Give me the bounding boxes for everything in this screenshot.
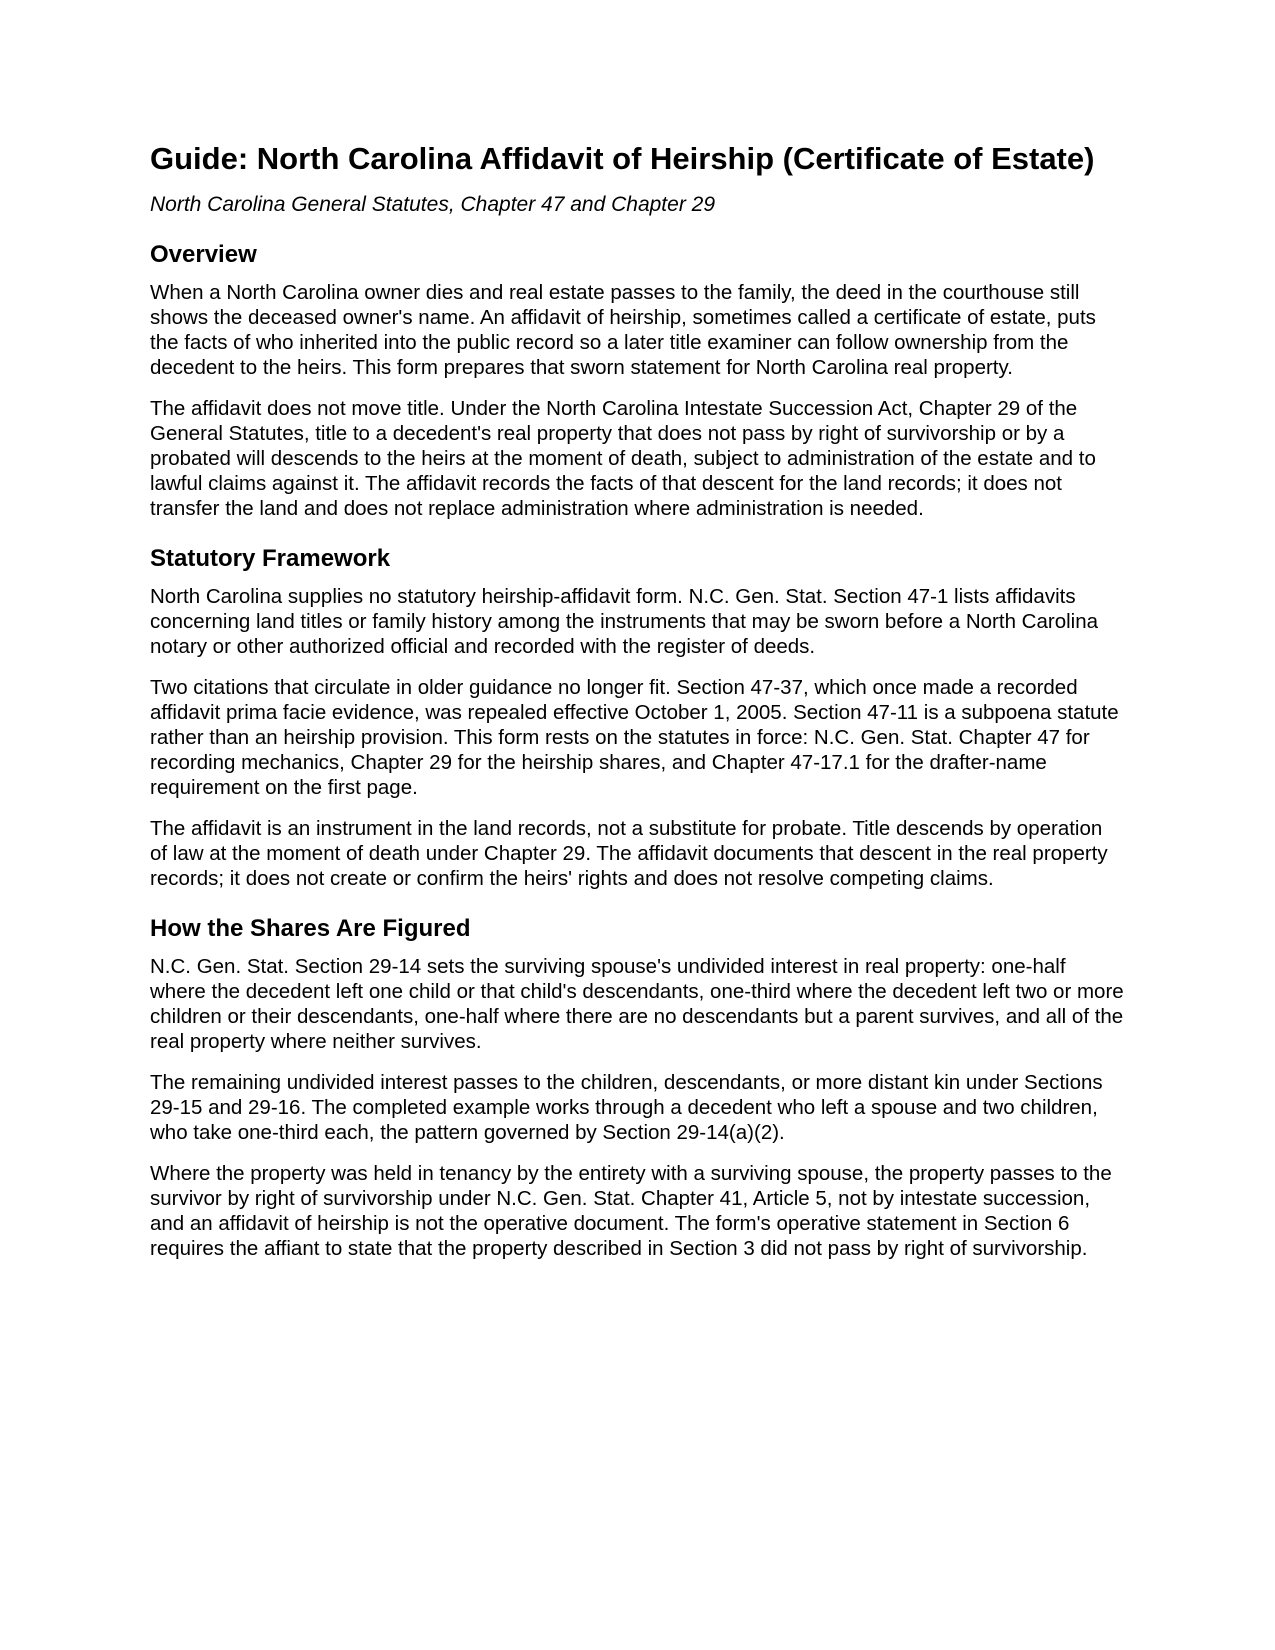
section-heading: Statutory Framework bbox=[150, 545, 391, 573]
paragraph: The affidavit is an instrument in the land records, not a substitute for probate. Title descends by operation of law at the moment of death under Chapter 29. The affidavit documents that descent in the real property records; it does not create or confirm the heirs' rights and does not resolve competing claims. bbox=[150, 816, 1108, 890]
section-overview bbox=[150, 241, 1125, 521]
section-heading: How the Shares Are Figured bbox=[150, 914, 471, 942]
document-subtitle: North Carolina General Statutes, Chapter 47 and Chapter 29 bbox=[150, 193, 716, 217]
paragraph: Two citations that circulate in older guidance no longer fit. Section 47-37, which once made a recorded affidavit prima facie evidence, was repealed effective October 1, 2005. Section 47-11 is a subpoena statute rather than an heirship provision. This form rests on the statutes in force: N.C. Gen. Stat. Chapter 47 for recording mechanics, Chapter 29 for the heirship shares, and Chapter 47-17.1 for the drafter-name requirement on the first page. bbox=[150, 675, 1119, 799]
paragraph: The affidavit does not move title. Under the North Carolina Intestate Succession Act, Chapter 29 of the General Statutes, title to a decedent's real property that does not pass by right of survivorship or by a probated will descends to the heirs at the moment of death, subject to administration of the estate and to lawful claims against it. The affidavit records the facts of that descent for the land records; it does not transfer the land and does not replace administration where administration is needed. bbox=[150, 397, 1096, 521]
document-title: Guide: North Carolina Affidavit of Heirship (Certificate of Estate) bbox=[150, 141, 1095, 176]
paragraph: Where the property was held in tenancy by the entirety with a surviving spouse, the property passes to the survivor by right of survivorship under N.C. Gen. Stat. Chapter 41, Article 5, not by intestate succession, and an affidavit of heirship is not the operative document. The form's operative statement in Section 6 requires the affiant to state that the property described in Section 3 did not pass by right of survivorship. bbox=[150, 1161, 1112, 1260]
section-heading: Overview bbox=[150, 241, 257, 269]
section-statutory-framework bbox=[150, 545, 1125, 891]
section-how-shares-are-figured bbox=[150, 915, 1125, 1261]
paragraph: When a North Carolina owner dies and real estate passes to the family, the deed in the courthouse still shows the deceased owner's name. An affidavit of heirship, sometimes called a certificate of estate, puts the facts of who inherited into the public record so a later title examiner can follow ownership from the decedent to the heirs. This form prepares that sworn statement for North Carolina real property. bbox=[150, 281, 1096, 380]
paragraph: N.C. Gen. Stat. Section 29-14 sets the surviving spouse's undivided interest in real property: one-half where the decedent left one child or that child's descendants, one-third where the decedent left two or more children or their descendants, one-half where there are no descendants but a parent survives, and all of the real property where neither survives. bbox=[150, 954, 1124, 1053]
document-page bbox=[150, 140, 1125, 1261]
paragraph: The remaining undivided interest passes to the children, descendants, or more distant kin under Sections 29-15 and 29-16. The completed example works through a decedent who left a spouse and two children, who take one-third each, the pattern governed by Section 29-14(a)(2). bbox=[150, 1070, 1103, 1144]
paragraph: North Carolina supplies no statutory heirship-affidavit form. N.C. Gen. Stat. Section 47-1 lists affidavits concerning land titles or family history among the instruments that may be sworn before a North Carolina notary or other authorized official and recorded with the register of deeds. bbox=[150, 584, 1099, 658]
